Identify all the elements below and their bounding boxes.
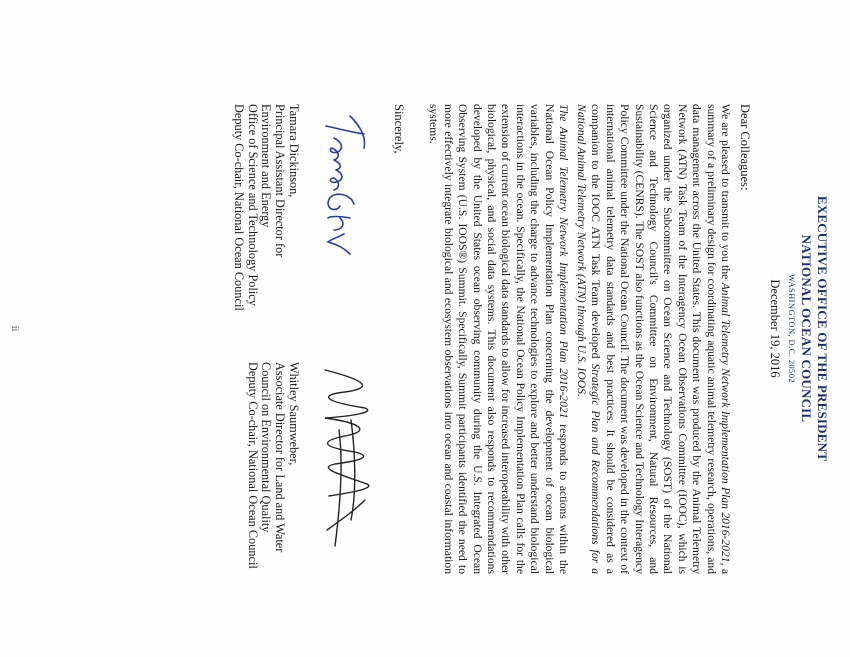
signatory-left-title-line: Principal Assistant Director for [273, 104, 288, 258]
letterhead-city: WASHINGTON, D.C. 20502 [787, 274, 797, 383]
signatory-right [245, 362, 300, 622]
signatory-right-name: Whitley Saumweber, [287, 362, 301, 466]
letter-date: December 19, 2016 [768, 279, 782, 378]
signatory-right-title-line: Deputy Co-chair, National Ocean Council [245, 362, 260, 569]
signatory-left-title-line: Office of Science and Technology Policy [245, 104, 260, 306]
signatory-left-title-line: Environment and Energy [259, 104, 274, 228]
signatory-left-title-line: Deputy Co-chair, National Ocean Council [231, 104, 246, 311]
closing: Sincerely, [392, 104, 406, 154]
paragraph-1-text-b: a summary of a preliminary design for coordinating aquatic animal telemetry research, operations, and data management across the United States. This document was produced by the Animal Telemetry Network (ATN) Task Team of the Interagency Ocean Observations Committee (IOOC), which is organized under the Subcommittee on Ocean Science and Technology (SOST) of the National Science and Technology Council's Committee on Environment, Natural Resources, and Sustainability (CENRS). The SOST also functions as the Ocean Science and Technology Interagency Policy Committee under the National Ocean Council. The document was developed in the context of international animal telemetry data standards and best practices. It should be considered as a companion to the IOOC ATN Task Team developed [589, 104, 732, 574]
signature-left-image [308, 108, 380, 278]
signatory-left-name: Tamara Dickinson, [287, 104, 301, 198]
signatory-right-title-line: Associate Director for Land and Water [273, 362, 288, 553]
salutation: Dear Colleagues: [738, 104, 752, 191]
paragraph-1 [574, 104, 732, 574]
signatory-right-title-line: Council on Environmental Quality [259, 362, 274, 533]
paragraph-2 [426, 104, 570, 574]
paragraph-2-text: responds to actions within the National Ocean Policy Implementation Plan concerning the development of ocean biological variables, including the charge to advance technologies to explore and better understand biological interactions in the ocean. Specifically, the National Ocean Policy Implementation Plan calls for the extension of current ocean biological data standards to allow for increased interoperability with other biological, physical, and social data systems. This document also responds to recommendations developed by the United States ocean observing community during the U.S. Integrated Ocean Observing System (U.S. IOOS®) Summit. Specifically, Summit participants identified the need to more effectively integrate biological and ecosystem observations into ocean and coastal information systems. [427, 104, 570, 574]
paragraph-2-plan-title: The Animal Telemetry Network Implementation Plan 2016-2021 [557, 104, 570, 419]
letterhead-council: NATIONAL OCEAN COUNCIL [799, 234, 814, 423]
signatory-left [231, 104, 300, 354]
paragraph-1-strategic-plan-title: Strategic Plan and Recommendations for a National Animal Telemetry Network (ATN) through U.S. IOOS. [574, 104, 603, 574]
page-number: ii [9, 325, 20, 332]
letterhead-office: EXECUTIVE OFFICE OF THE PRESIDENT [815, 195, 830, 462]
signature-right-image [300, 360, 385, 560]
paragraph-1-text-a: We are pleased to transmit to you the [719, 104, 732, 283]
paragraph-1-plan-title: Animal Telemetry Network Implementation Plan 2016-2021, [719, 282, 732, 566]
